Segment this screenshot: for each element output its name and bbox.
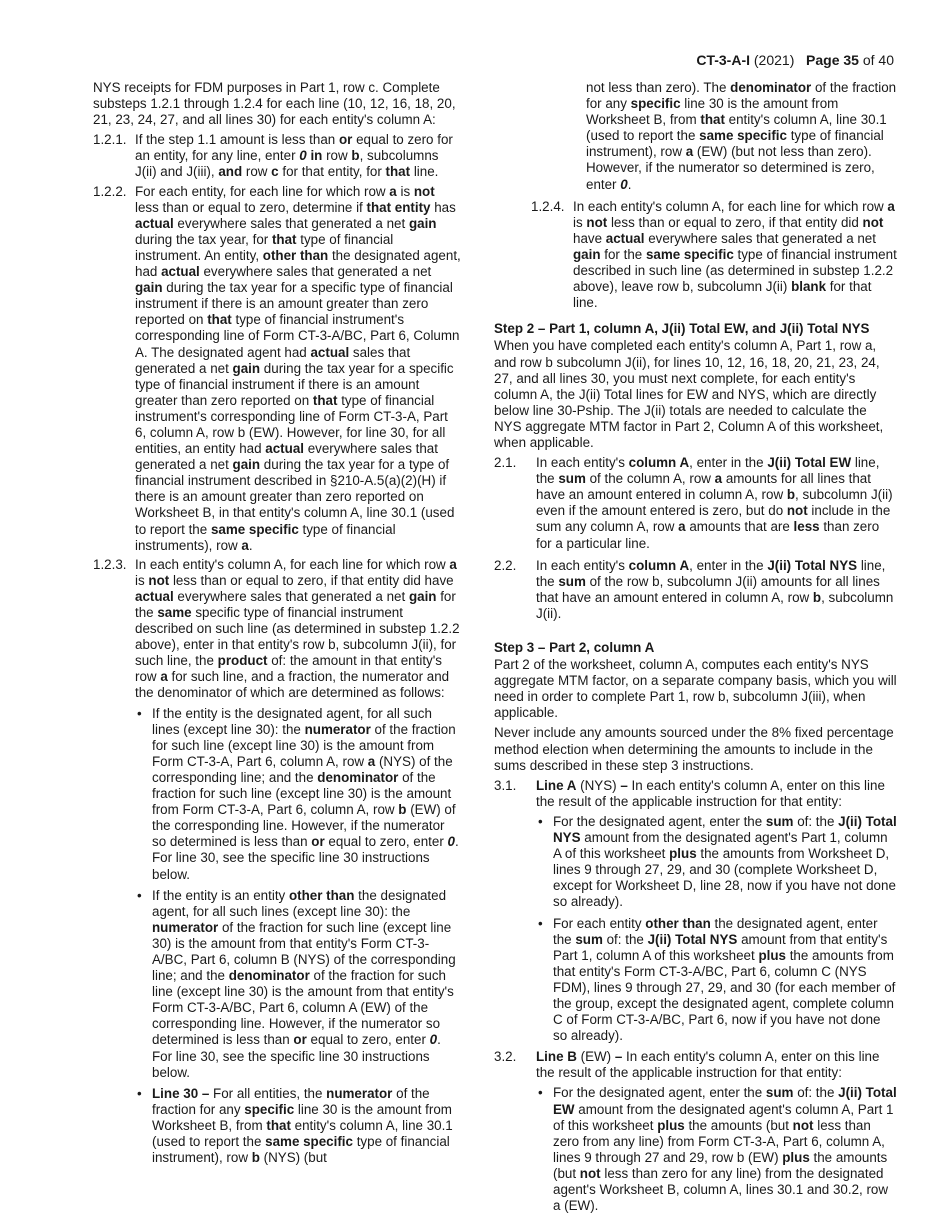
substep-number: 3.1. [494,777,517,793]
substep-number: 1.2.3. [93,556,127,572]
page-number: Page 35 [806,52,859,68]
fraction-rules-list [135,706,461,1167]
step-3-paragraph-2: Never include any amounts sourced under the 8% fixed percentage method election when determining the amounts to include in the sums described in these step 3 instructions. [494,725,894,773]
substep-3-1 [494,778,897,1045]
list-item: • If the entity is the designated agent, for all such lines (except line 30): the numerator of the fraction for such line (except line 30) is the amount from Form CT-3-A, Part 6, column A, row a (NYS) of the corresponding line; and the denominator of the fraction for such line (except line 30) is the amount from Form CT-3-A, Part 6, column A, row b (EW) of the corresponding line. However, if the numerator so determined is less than or equal to zero, enter 0. For line 30, see the specific line 30 instructions below. [135,706,461,883]
continuation-text: not less than zero). The denominator of the fraction for any specific line 30 is the amount from Worksheet B, from that entity's column A, line 30.1 (used to report the same specific type of financial instrument), row a (EW) (but not less than zero). However, if the numerator so determined is zero, enter 0. [586,80,897,192]
substep-text: In each entity's column A, enter in the J(ii) Total NYS line, the sum of the row b, subcolumn J(ii) amounts for all lines that have an amount entered in column A, row b, subcolumn J(ii). [536,557,894,621]
form-year: (2021) [753,52,795,68]
left-column [93,80,461,1171]
substep-number: 1.2.2. [93,183,127,199]
substep-number: 3.2. [494,1049,517,1065]
step-2-heading: Step 2 – Part 1, column A, J(ii) Total EW, and J(ii) Total NYS [494,321,870,337]
substep-number: 2.2. [494,557,517,573]
substep-1-2-4 [531,199,897,312]
right-column [494,80,897,1219]
substep-text: If the step 1.1 amount is less than or equal to zero for an entity, for any line, enter 0 in row b, subcolumns J(ii) and J(iii), and row c for that entity, for that line. [135,132,453,180]
substep-2-1 [494,455,897,552]
substep-text: For each entity, for each line for which row a is not less than or equal to zero, determine if that entity has actual everywhere sales that generated a net gain during the tax year, for that type of financial instrument. An entity, other than the designated agent, had actual everywhere sales that generated a net gain during the tax year for a specific type of financial instrument if there is an amount greater than zero reported on that type of financial instrument's corresponding line of Form CT-3-A/BC, Part 6, Column A. The designated agent had actual sales that generated a net gain during the tax year for a specific type of financial instrument if there is an amount greater than zero reported on that type of financial instrument's corresponding line of Form CT-3-A, Part 6, column A, row b (EW). However, for line 30, for all entities, an entity had actual everywhere sales that generated a net gain during the tax year for a type of financial instrument described in §210-A.5(a)(2)(H) if there is an amount greater than zero reported on Worksheet B, in that entity's column A, line 30.1 (used to report the same specific type of financial instruments), row a. [135,183,461,553]
step-3-paragraph-1: Part 2 of the worksheet, column A, computes each entity's NYS aggregate MTM factor, on a separate company basis, which you will need in order to complete Part 1, row b, subcolumn J(iii), when applicable. [494,657,897,721]
substep-number: 2.1. [494,455,517,471]
substep-2-2 [494,558,897,622]
form-id: CT-3-A-I [696,52,750,68]
page-header [696,52,894,68]
substep-text: In each entity's column A, for each line for which row a is not less than or equal to zero, if that entity did have actual everywhere sales that generated a net gain for the same specific type of financial instrument described on such line (as determined in substep 1.2.2 above), enter in that entity's row b, subcolumn J(ii), for such line, the product of: the amount in that entity's row a for such line, and a fraction, the numerator and the denominator of which are determined as follows: [135,556,460,701]
substep-text: In each entity's column A, enter in the J(ii) Total EW line, the sum of the column A, row a amounts for all lines that have an amount entered in column A, row b, subcolumn J(ii) even if the amount entered is zero, but do not include in the sum any column A, row a amounts that are less than zero for a particular line. [536,455,893,551]
list-item: • For the designated agent, enter the sum of: the J(ii) Total NYS amount from the designated agent's Part 1, column A of this worksheet plus the amounts from Worksheet D, lines 9 through 27, 29, and 30 (complete Worksheet D, except for Worksheet D, line 28, now if you have not done so already). [536,814,897,911]
intro-paragraph: NYS receipts for FDM purposes in Part 1, row c. Complete substeps 1.2.1 through 1.2.4 for each line (10, 12, 16, 18, 20, 21, 23, 24, 27, and all lines 30) for each entity's column A: [93,80,456,128]
substep-1-2-1 [93,132,461,180]
page-total: of 40 [862,52,894,68]
substep-number: 1.2.1. [93,132,127,148]
list-item: • For each entity other than the designated agent, enter the sum of: the J(ii) Total NYS amount from that entity's Part 1, column A of this worksheet plus the amounts from that entity's Form CT-3-A/BC, Part 6, column C (NYS FDM), lines 9 through 27, 29, and 30 (for each member of the group, except the designated agent, complete column C of Form CT-3-A/BC, Part 6, now if you have not done so already). [536,916,897,1045]
substep-text: Line B (EW) – In each entity's column A, enter on this line the result of the applicable instruction for that entity: [536,1049,880,1081]
line-b-rules-list [536,1085,897,1214]
substep-number: 1.2.4. [531,198,565,214]
substep-text: Line A (NYS) – In each entity's column A, enter on this line the result of the applicable instruction for that entity: [536,777,885,809]
substep-1-2-2 [93,184,461,554]
substep-1-2-3 [93,557,461,1166]
list-item: • For the designated agent, enter the sum of: the J(ii) Total EW amount from the designated agent's column A, Part 1 of this worksheet plus the amounts (but not less than zero from any line) from Form CT-3-A, Part 6, column A, lines 9 through 27 and 29, row b (EW) plus the amounts (but not less than zero for any line) from the designated agent's Worksheet B, column A, lines 30.1 and 30.2, row a (EW). [536,1085,897,1214]
step-3-heading: Step 3 – Part 2, column A [494,640,655,655]
line-30-continuation [494,80,897,193]
substep-text: In each entity's column A, for each line for which row a is not less than or equal to zero, if that entity did not have actual everywhere sales that generated a net gain for the same specific type of financial instrument described in such line (as determined in substep 1.2.2 above), leave row b, subcolumn J(ii) blank for that line. [573,198,897,311]
substep-3-2 [494,1049,897,1214]
list-item: • If the entity is an entity other than the designated agent, for all such lines (except line 30): the numerator of the fraction for such line (except line 30) is the amount from that entity's Form CT-3-A/BC, Part 6, column B (NYS) of the corresponding line; and the denominator of the fraction for such line (except line 30) is the amount from that entity's Form CT-3-A/BC, Part 6, column A (EW) of the corresponding line. However, if the numerator so determined is less than or equal to zero, enter 0. For line 30, see the specific line 30 instructions below. [135,888,461,1081]
step-2-intro: When you have completed each entity's column A, Part 1, row a, and row b subcolumn J(ii), for lines 10, 12, 16, 18, 20, 21, 23, 24, 27, and all lines 30, you must next complete, for each entity's column A, the J(ii) Total lines for EW and NYS, which are directly below line 30-Pship. The J(ii) totals are needed to calculate the NYS aggregate MTM factor in Part 2, Column A of this worksheet, when applicable. [494,338,884,450]
list-item: • Line 30 – For all entities, the numerator of the fraction for any specific line 30 is the amount from Worksheet B, from that entity's column A, line 30.1 (used to report the same specific type of financial instrument), row b (NYS) (but [135,1086,461,1166]
line-a-rules-list [536,814,897,1044]
